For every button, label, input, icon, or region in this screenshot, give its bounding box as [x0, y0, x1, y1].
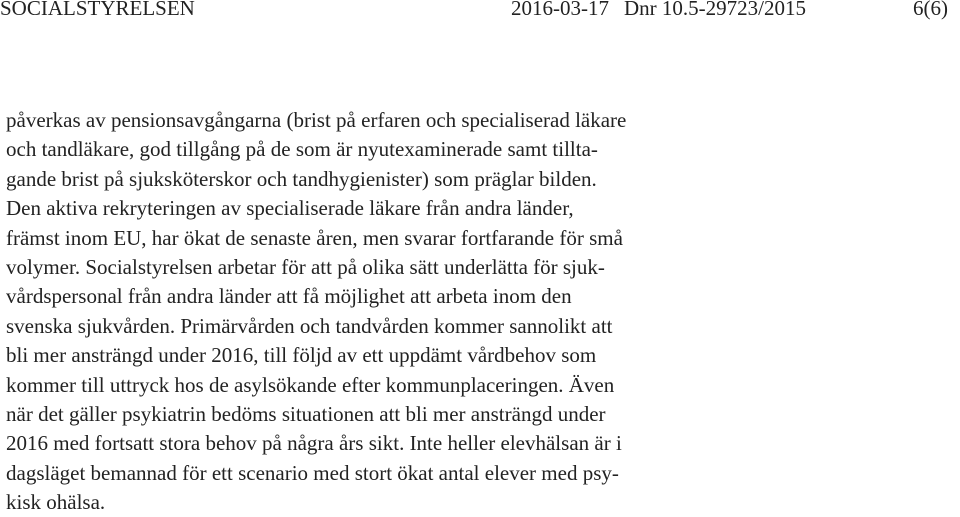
- text-line: och tandläkare, god tillgång på de som är nyutexaminerade samt tillta-: [6, 137, 598, 162]
- text-line: dagsläget bemannad för ett scenario med stort ökat antal elever med psy-: [6, 460, 619, 485]
- text-line: 2016 med fortsatt stora behov på några års sikt. Inte heller elevhälsan är i: [6, 431, 622, 456]
- body-paragraph: [6, 106, 956, 517]
- page-number: 6(6): [913, 0, 948, 20]
- text-line: främst inom EU, har ökat de senaste åren, men svarar fortfarande för små: [6, 225, 623, 250]
- diary-number: Dnr 10.5-29723/2015: [624, 0, 806, 20]
- text-line: när det gäller psykiatrin bedöms situationen att bli mer ansträngd under: [6, 401, 606, 426]
- text-line: svenska sjukvården. Primärvården och tandvården kommer sannolikt att: [6, 313, 613, 338]
- text-line: volymer. Socialstyrelsen arbetar för att på olika sätt underlätta för sjuk-: [6, 254, 605, 279]
- text-line: påverkas av pensionsavgångarna (brist på erfaren och specialiserad läkare: [6, 108, 627, 132]
- page-header: [0, 0, 960, 26]
- document-date: 2016-03-17: [511, 0, 609, 20]
- organization-name: SOCIALSTYRELSEN: [0, 0, 195, 20]
- text-line: gande brist på sjuksköterskor och tandhygienister) som präglar bilden.: [6, 166, 597, 191]
- text-line: vårdspersonal från andra länder att få möjlighet att arbeta inom den: [6, 284, 572, 309]
- text-line: bli mer ansträngd under 2016, till följd av ett uppdämt vårdbehov som: [6, 343, 597, 368]
- text-line: kommer till uttryck hos de asylsökande efter kommunplaceringen. Även: [6, 372, 615, 397]
- text-line: Den aktiva rekryteringen av specialiserade läkare från andra länder,: [6, 196, 574, 221]
- text-line: kisk ohälsa.: [6, 490, 106, 515]
